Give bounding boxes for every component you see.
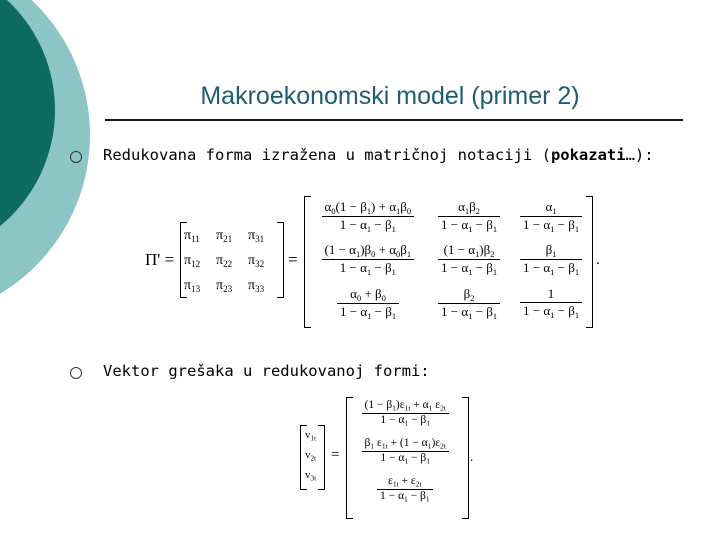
fraction-numerator: $(1 - \alpha_1)\beta_2$	[443, 242, 495, 259]
pi-element: $\pi_{31}$	[248, 228, 265, 245]
equation-2-end: .	[470, 449, 474, 464]
bullet-text-2: Vektor grešaka u redukovanoj formi:	[103, 362, 430, 380]
pi-element: $\pi_{11}$	[184, 228, 200, 245]
fraction-numerator: $(1 - \alpha_1)\beta_0 + \alpha_0\beta_1$	[324, 242, 412, 259]
error-fraction-numerator: $\varepsilon_{1t} + \varepsilon_{2t}$	[388, 475, 422, 489]
v-element: $v_{1t}$	[305, 429, 317, 443]
error-matrix-left-bracket	[346, 397, 353, 519]
pi-matrix-right-bracket	[277, 222, 284, 298]
bullet-marker-2	[70, 367, 82, 379]
error-fraction-numerator: $\beta_1$ $\varepsilon_{1t} + (1 - \alpha_1)\varepsilon_{2t}$	[364, 437, 446, 451]
v-element: $v_{3t}$	[305, 469, 317, 483]
error-fraction-numerator: $(1 - \beta_1)\varepsilon_{1t} + \alpha_1$ $\varepsilon_{2t}$	[364, 399, 446, 413]
fraction-numerator: 1	[547, 286, 555, 301]
fraction-numerator: $\beta_1$	[545, 242, 557, 259]
error-matrix-right-bracket	[462, 397, 469, 519]
fraction	[438, 199, 500, 234]
fraction-denominator: $1 - \alpha_1 - \beta_1$	[441, 259, 498, 277]
bullet-text-1	[103, 146, 654, 164]
fraction	[322, 242, 415, 277]
equation-1-end: .	[596, 252, 600, 268]
slide-title: Makroekonomski model (primer 2)	[200, 82, 580, 110]
fraction	[337, 286, 399, 321]
fraction-numerator: $\beta_2$	[463, 286, 475, 303]
fraction-denominator: $1 - \alpha_1 - \beta_1$	[523, 259, 580, 277]
fraction	[322, 199, 415, 234]
pi-element: $\pi_{33}$	[248, 278, 265, 295]
fraction-numerator: $\alpha_1\beta_2$	[458, 199, 480, 216]
v-element: $v_{2t}$	[305, 449, 317, 463]
fraction	[438, 242, 500, 277]
rhs-matrix-right-bracket	[586, 196, 593, 328]
pi-element: $\pi_{21}$	[216, 228, 233, 245]
fraction	[520, 242, 582, 277]
fraction-denominator: $1 - \alpha_1 - \beta_1$	[340, 303, 397, 321]
pi-element: $\pi_{12}$	[184, 253, 201, 270]
rhs-matrix-left-bracket	[304, 196, 311, 328]
error-fraction-denominator: $1 - \alpha_1 - \beta_1$	[380, 451, 430, 466]
fraction-numerator: $\alpha_1$	[545, 199, 557, 216]
fraction-numerator: $\alpha_0 + \beta_0$	[350, 286, 386, 303]
v-vector-right-bracket	[318, 425, 325, 490]
pi-element: $\pi_{22}$	[216, 253, 233, 270]
fraction-numerator: $\alpha_0(1 - \beta_1) + \alpha_1\beta_0$	[324, 199, 412, 216]
fraction-denominator: $1 - \alpha_1 - \beta_1$	[523, 303, 580, 320]
bullet-marker-1	[70, 151, 82, 163]
bullet-text-1-post: …):	[625, 146, 654, 164]
fraction	[438, 286, 500, 321]
bullet-text-1-bold: pokazati	[550, 146, 626, 164]
error-fraction	[377, 475, 433, 503]
fraction-denominator: $1 - \alpha_1 - \beta_1$	[441, 303, 498, 321]
error-fraction-denominator: $1 - \alpha_1 - \beta_1$	[380, 413, 430, 428]
bullet-text-1-pre: Redukovana forma izražena u matričnoj notaciji (	[103, 146, 551, 164]
fraction-denominator: $1 - \alpha_1 - \beta_1$	[339, 216, 396, 234]
fraction-denominator: $1 - \alpha_1 - \beta_1$	[523, 216, 580, 234]
error-fraction-denominator: $1 - \alpha_1 - \beta_1$	[380, 489, 430, 504]
pi-element: $\pi_{23}$	[216, 278, 233, 295]
pi-element: $\pi_{13}$	[184, 278, 201, 295]
pi-element: $\pi_{32}$	[248, 253, 265, 270]
fraction	[520, 286, 582, 320]
decorative-circles	[0, 0, 110, 300]
error-fraction	[362, 399, 449, 427]
fraction-denominator: $1 - \alpha_1 - \beta_1$	[339, 259, 396, 277]
pi-prime-label: Π' =	[145, 250, 175, 269]
title-underline	[105, 119, 683, 121]
fraction	[520, 199, 582, 234]
equals-sign-1: =	[288, 250, 298, 269]
fraction-denominator: $1 - \alpha_1 - \beta_1$	[441, 216, 498, 234]
equals-sign-2: =	[331, 447, 340, 463]
error-fraction	[362, 437, 449, 465]
